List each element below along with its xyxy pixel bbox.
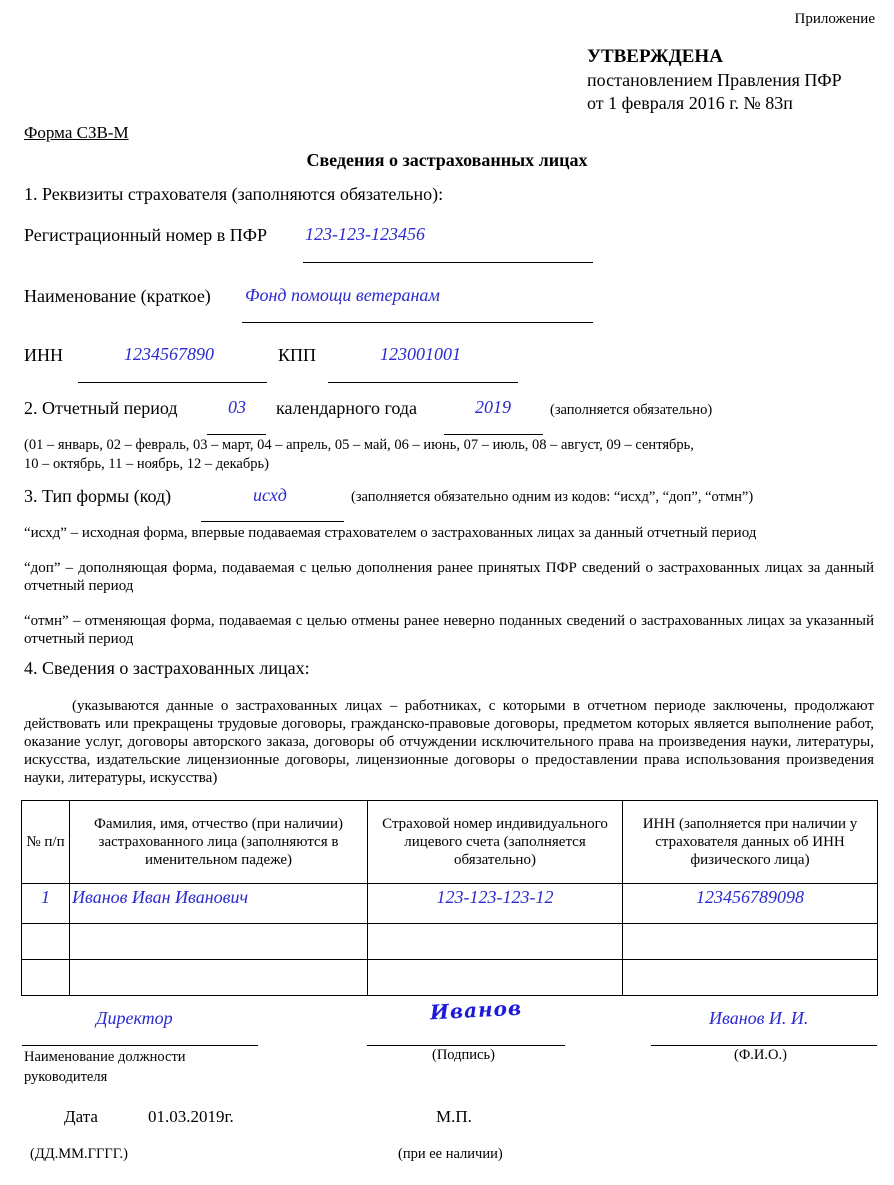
reg-number-label: Регистрационный номер в ПФР (24, 225, 267, 245)
insured-persons-table (21, 800, 878, 996)
date-value: 01.03.2019г. (148, 1107, 234, 1126)
reg-number-value: 123-123-123456 (305, 224, 425, 244)
year-label: календарного года (276, 398, 418, 418)
header-snils: Страховой номер индивидуального лицевого счета (заполняется обязательно) (368, 801, 623, 884)
row-snils (368, 924, 623, 960)
page-title: Сведения о застрахованных лицах (306, 150, 588, 170)
approved-label: УТВЕРЖДЕНА (587, 46, 723, 67)
section2-heading: 2. Отчетный период (24, 398, 178, 418)
signature-label: (Подпись) (432, 1047, 495, 1063)
form-name: Форма СЗВ-М (24, 123, 129, 142)
row-inn: 123456789098 (623, 884, 878, 924)
stamp-note: (при ее наличии) (398, 1146, 503, 1162)
org-name-underline (242, 322, 593, 323)
year-underline (444, 434, 543, 435)
row-fio (70, 960, 368, 996)
kpp-value: 123001001 (380, 344, 461, 364)
form-type-underline (201, 521, 344, 522)
org-name-label: Наименование (краткое) (24, 286, 211, 306)
months-line-2: 10 – октябрь, 11 – ноябрь, 12 – декабрь) (24, 456, 269, 472)
signature-underline (367, 1045, 565, 1046)
position-value: Директор (96, 1008, 173, 1028)
table-row (22, 960, 878, 996)
position-underline (22, 1045, 258, 1046)
section4-note: (указываются данные о застрахованных лицах – работниках, с которыми в отчетном периоде заключены, продолжают действовать или прекращены трудовые договоры, гражданско-правовые договоры, предметом которых является выполнение работ, оказание услуг, договоры авторского заказа, договоры об отчуждении исключительного права на произведения науки, литературы, искусства, издательские лицензионные договоры, лицензионные договоры о предоставлении права использования произведения науки, литературы, искусства) (24, 698, 874, 786)
kpp-label: КПП (278, 345, 317, 365)
inn-value: 1234567890 (124, 344, 214, 364)
row-fio (70, 924, 368, 960)
year-value: 2019 (475, 397, 511, 417)
period-value: 03 (228, 397, 246, 417)
desc-otmn: “отмн” – отменяющая форма, подаваемая с целью отмены ранее неверно поданных сведений о застрахованных лицах за указанный отчетный период (24, 613, 874, 647)
form-type-note: (заполняется обязательно одним из кодов: “исхд”, “доп”, “отмн”) (351, 489, 754, 505)
row-snils: 123-123-123-12 (368, 884, 623, 924)
form-type-value: исхд (253, 485, 287, 505)
section4-heading: 4. Сведения о застрахованных лицах: (24, 658, 310, 678)
header-inn: ИНН (заполняется при наличии у страхователя данных об ИНН физического лица) (623, 801, 878, 884)
table-row (22, 884, 878, 924)
fio-label: (Ф.И.О.) (734, 1047, 787, 1063)
approved-by: постановлением Правления ПФР (587, 70, 842, 90)
appendix-label: Приложение (794, 11, 875, 27)
period-note: (заполняется обязательно) (550, 402, 713, 418)
row-inn (623, 960, 878, 996)
inn-underline (78, 382, 267, 383)
row-number (22, 960, 70, 996)
row-fio: Иванов Иван Иванович (70, 884, 368, 924)
table-header-row (22, 801, 878, 884)
approved-date: от 1 февраля 2016 г. № 83п (587, 93, 793, 113)
desc-dop: “доп” – дополняющая форма, подаваемая с целью дополнения ранее принятых ПФР сведений о застрахованных лицах за данный отчетный период (24, 560, 874, 594)
fio-underline (651, 1045, 877, 1046)
position-label: Наименование должности руководителя (24, 1049, 186, 1085)
row-number: 1 (22, 884, 70, 924)
section3-heading: 3. Тип формы (код) (24, 486, 172, 506)
months-line-1: (01 – январь, 02 – февраль, 03 – март, 04 – апрель, 05 – май, 06 – июнь, 07 – июль, 08 – август, 09 – сентябрь, (24, 437, 694, 453)
handwritten-signature: Иванов (429, 995, 523, 1025)
row-snils (368, 960, 623, 996)
fio-value: Иванов И. И. (709, 1008, 809, 1028)
header-number: № п/п (22, 801, 70, 884)
row-number (22, 924, 70, 960)
inn-label: ИНН (24, 345, 63, 365)
reg-number-underline (303, 262, 593, 263)
table-row (22, 924, 878, 960)
header-fio: Фамилия, имя, отчество (при наличии) застрахованного лица (заполняются в именительном падеже) (70, 801, 368, 884)
date-format-note: (ДД.ММ.ГГГГ.) (30, 1146, 128, 1162)
desc-iskhd: “исхд” – исходная форма, впервые подаваемая страхователем о застрахованных лицах за данный отчетный период (24, 525, 757, 541)
kpp-underline (328, 382, 518, 383)
date-label: Дата (64, 1107, 98, 1126)
period-underline (207, 434, 266, 435)
org-name-value: Фонд помощи ветеранам (245, 285, 440, 305)
row-inn (623, 924, 878, 960)
section1-heading: 1. Реквизиты страхователя (заполняются обязательно): (24, 184, 444, 204)
stamp-label: М.П. (436, 1107, 472, 1126)
